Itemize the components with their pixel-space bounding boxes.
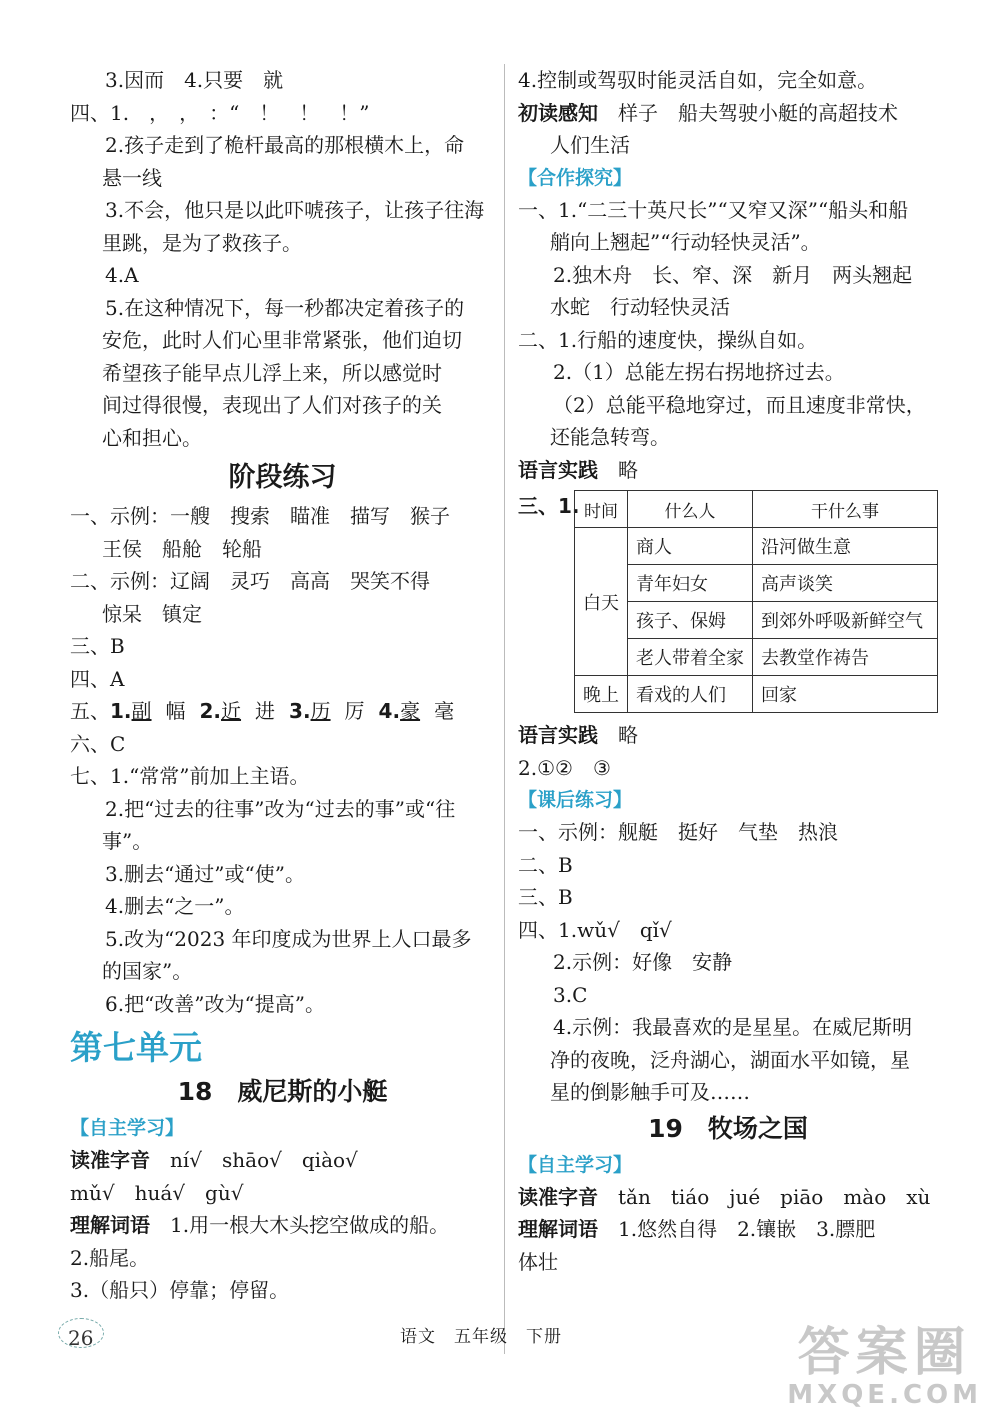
reading-pronunciation-line-2 — [518, 1181, 938, 1214]
answer-line: 3.删去“通过”或“使”。 — [105, 861, 305, 886]
section-title-stage-practice: 阶段练习 — [228, 462, 337, 493]
answer-line: 三、B — [518, 885, 573, 909]
unit-title: 第七单元 — [70, 1028, 202, 1067]
q5-ans2b: 进 — [255, 699, 276, 723]
answer-line: 水蛇 行动轻快灵活 — [550, 295, 730, 319]
q5-ans3a: 历 — [310, 699, 331, 723]
stage-practice-tail — [70, 728, 495, 1021]
vocab-line-2 — [518, 1213, 938, 1246]
answer-line: 5.改为“2023 年印度成为世界上人口最多 — [105, 926, 472, 951]
q5-ans4b: 毫 — [434, 699, 455, 723]
q5-prefix: 五、 — [70, 699, 110, 723]
footer-subject: 语文 五年级 下册 — [400, 1327, 562, 1347]
answer-line: 二、示例：辽阔 灵巧 高高 哭笑不得 — [70, 569, 430, 593]
table-cell: 回家 — [753, 676, 938, 713]
table-cell: 老人带着全家 — [628, 639, 753, 676]
vocab-answer-2: 2.船尾。 — [70, 1245, 150, 1270]
answer-line: 心和担心。 — [102, 425, 202, 450]
table-row — [575, 676, 938, 713]
table-cell: 高声谈笑 — [753, 565, 938, 602]
answer-line: 三、B — [70, 634, 125, 658]
answer-line: 艄向上翘起”“行动轻快灵活”。 — [550, 230, 821, 254]
first-reading-answer-2: 人们生活 — [550, 133, 630, 157]
answer-line: 5.在这种情况下，每一秒都决定着孩子的 — [105, 295, 465, 320]
lesson-19-title: 19 牧场之国 — [648, 1113, 808, 1143]
right-top-block — [518, 64, 938, 97]
table-row — [575, 528, 938, 565]
answer-line: 2.（1）总能左拐右拐地挤过去。 — [553, 360, 845, 384]
first-reading-answer: 样子 船夫驾驶小艇的高超技术 — [618, 100, 898, 125]
left-column — [70, 64, 495, 1307]
tag-self-study-2: 【自主学习】 — [518, 1153, 633, 1176]
q5-ans1b: 幅 — [165, 699, 186, 723]
reading-label: 读准字音 — [70, 1148, 150, 1172]
q5-ans4a: 豪 — [400, 699, 421, 723]
answer-line: 二、1.行船的速度快，操纵自如。 — [518, 327, 818, 352]
q5-num4: 4. — [378, 699, 401, 723]
language-practice-line-2 — [518, 719, 938, 752]
vocab-line — [70, 1209, 495, 1242]
right-column — [518, 64, 938, 1278]
pinyin-row-3: tǎn tiáo jué piāo mào xù — [618, 1184, 931, 1209]
table-cell-daytime: 白天 — [575, 528, 628, 676]
tag-cooperative-inquiry: 【合作探究】 — [518, 166, 633, 189]
q5-num3: 3. — [289, 699, 311, 723]
answer-line: 六、C — [70, 731, 126, 756]
answer-line: 里跳，是为了救孩子。 — [102, 230, 302, 255]
table-row — [575, 565, 938, 602]
answer-line: 一、示例：一艘 搜索 瞄准 描写 猴子 — [70, 504, 450, 528]
table-question — [518, 490, 938, 713]
table-header-what: 干什么事 — [753, 491, 938, 528]
answer-line: 3.因而 4.只要 就 — [105, 68, 284, 92]
table-cell: 沿河做生意 — [753, 528, 938, 565]
language-practice-answer-2: 略 — [618, 723, 638, 747]
q5-line — [70, 695, 495, 728]
table-cell: 到郊外呼吸新鲜空气 — [753, 602, 938, 639]
answer-line: 四、1.wǔ√ qǐ√ — [518, 917, 672, 942]
cooperative-inquiry-block — [518, 194, 938, 454]
first-reading-label: 初读感知 — [518, 100, 598, 125]
table-cell: 商人 — [628, 528, 753, 565]
table-header-row — [575, 491, 938, 528]
language-practice-answer: 略 — [618, 457, 638, 482]
first-reading-line — [518, 97, 938, 130]
answer-line: 二、B — [518, 852, 573, 877]
answer-line: 四、1. ， ， ：“ ！ ！ ！” — [70, 100, 370, 125]
answer-line: 星的倒影触手可及…… — [550, 1080, 750, 1104]
q5-ans1a: 副 — [131, 699, 152, 723]
table-row — [575, 602, 938, 639]
answer-line: 七、1.“常常”前加上主语。 — [70, 764, 310, 788]
answer-line: 王侯 船舱 轮船 — [102, 536, 262, 561]
answer-line: 6.把“改善”改为“提高”。 — [105, 991, 325, 1016]
vocab-label: 理解词语 — [70, 1213, 150, 1237]
table-cell: 去教堂作祷告 — [753, 639, 938, 676]
watermark-logo — [787, 1325, 982, 1409]
watermark-line-1: 答案圈 — [797, 1323, 972, 1383]
vocab-answer-1: 1.用一根大木头挖空做成的船。 — [170, 1213, 450, 1237]
answer-line: 惊呆 镇定 — [102, 601, 202, 626]
reading-pronunciation-line — [70, 1144, 495, 1177]
pinyin-row-2: mǔ√ huá√ gù√ — [70, 1180, 244, 1205]
tag-self-study: 【自主学习】 — [70, 1117, 185, 1139]
language-practice-label-2: 语言实践 — [518, 723, 598, 747]
language-practice-label: 语言实践 — [518, 457, 598, 482]
answer-line: 悬一线 — [102, 165, 162, 190]
stage-practice-block — [70, 500, 495, 695]
q5-num1: 1. — [110, 699, 132, 723]
answer-line: 四、A — [70, 666, 125, 691]
table-header-who: 什么人 — [628, 491, 753, 528]
q5-num2: 2. — [199, 699, 222, 723]
answer-line: 的国家”。 — [102, 959, 193, 983]
answer-line: 还能急转弯。 — [550, 425, 670, 449]
answer-line: 2.示例：好像 安静 — [553, 950, 733, 974]
table-question-label: 三、1. — [518, 494, 580, 518]
vocab-answer-19: 1.悠然自得 2.镶嵌 3.膘肥 — [618, 1217, 876, 1241]
q5-ans3b: 厉 — [344, 699, 365, 723]
answer-line: 希望孩子能早点儿浮上来，所以感觉时 — [102, 360, 442, 385]
watermark-line-2: MXQE.COM — [787, 1380, 982, 1410]
table-cell: 看戏的人们 — [628, 676, 753, 713]
left-answer-block — [70, 64, 495, 454]
column-divider — [504, 64, 505, 1354]
vocab-label-2: 理解词语 — [518, 1217, 598, 1241]
answer-line: 2.独木舟 长、窄、深 新月 两头翘起 — [553, 262, 913, 287]
lesson-18-title: 18 威尼斯的小艇 — [177, 1077, 388, 1106]
answer-line: 一、示例：舰艇 挺好 气垫 热浪 — [518, 820, 838, 844]
answer-line: 3.C — [553, 982, 588, 1007]
answer-line: 4.删去“之一”。 — [105, 894, 245, 918]
table-cell: 孩子、保姆 — [628, 602, 753, 639]
answer-line: 安危，此时人们心里非常紧张，他们迫切 — [102, 328, 462, 352]
after-class-block — [518, 816, 938, 1109]
answer-line: 4.A — [105, 263, 139, 287]
vocab-answer-19-cont: 体壮 — [518, 1249, 558, 1274]
vocab-answer-3: 3.（船只）停靠；停留。 — [70, 1278, 290, 1302]
answer-line: 4.示例：我最喜欢的是星星。在威尼斯明 — [553, 1015, 913, 1039]
answer-line: 一、1.“二三十英尺长”“又窄又深”“船头和船 — [518, 197, 909, 222]
language-practice-line — [518, 454, 938, 487]
answer-line: 间过得很慢，表现出了人们对孩子的关 — [102, 393, 442, 417]
q2-answer: 2.①② ③ — [518, 755, 611, 780]
answer-line: 2.把“过去的往事”改为“过去的事”或“往 — [105, 796, 456, 821]
q5-ans2a: 近 — [221, 699, 242, 723]
answer-line: 事”。 — [102, 829, 153, 853]
tag-after-class-practice: 【课后练习】 — [518, 789, 633, 811]
answer-line: 3.不会，他只是以此吓唬孩子，让孩子往海 — [105, 198, 485, 222]
answer-line: 4.控制或驾驭时能灵活自如，完全如意。 — [518, 68, 878, 92]
table-row — [575, 639, 938, 676]
pinyin-row-1: ní√ shāo√ qiào√ — [170, 1148, 358, 1172]
page-number: 26 — [68, 1326, 94, 1350]
table-cell: 青年妇女 — [628, 565, 753, 602]
answer-line: （2）总能平稳地穿过，而且速度非常快， — [553, 392, 926, 417]
table-header-time: 时间 — [575, 491, 628, 528]
answer-table — [574, 490, 938, 713]
reading-label-2: 读准字音 — [518, 1184, 598, 1209]
table-cell-evening: 晚上 — [575, 676, 628, 713]
answer-line: 净的夜晚，泛舟湖心，湖面水平如镜，星 — [550, 1047, 910, 1072]
answer-line: 2.孩子走到了桅杆最高的那根横木上，命 — [105, 133, 465, 157]
